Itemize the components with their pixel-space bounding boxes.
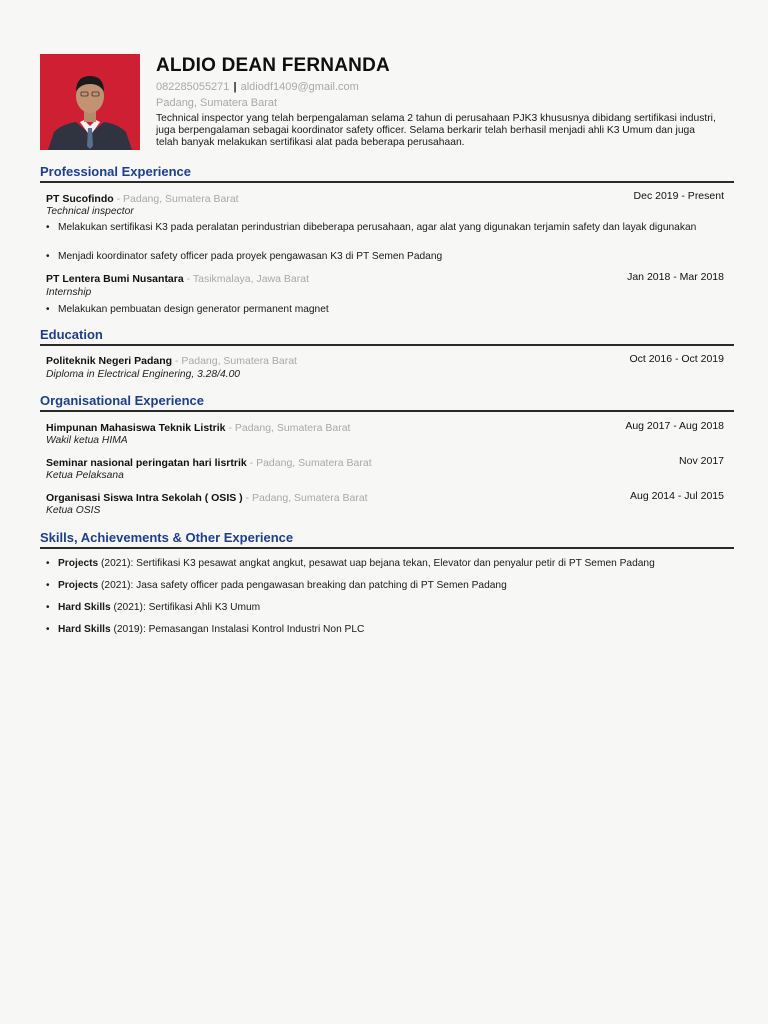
bullet-icon: • (46, 251, 50, 262)
org-separator: - (172, 355, 182, 367)
entry-role: Internship (46, 287, 92, 298)
bullet-icon: • (46, 304, 50, 315)
org-name: Organisasi Siswa Intra Sekolah ( OSIS ) (46, 492, 243, 504)
list-item (46, 601, 716, 614)
skill-label: Projects (58, 558, 99, 569)
entry-date: Aug 2017 - Aug 2018 (625, 420, 724, 432)
bullet-icon: • (46, 624, 50, 635)
entry-date: Aug 2014 - Jul 2015 (630, 490, 724, 502)
candidate-name: ALDIO DEAN FERNANDA (156, 55, 390, 76)
phone-number[interactable]: 082285055271 (156, 81, 230, 93)
org-separator: - (225, 422, 235, 434)
list-item (46, 557, 716, 570)
org-location: Padang, Sumatera Barat (181, 355, 297, 367)
entry-role: Wakil ketua HIMA (46, 435, 128, 446)
list-item (46, 623, 716, 636)
entry-role: Diploma in Electrical Enginering, 3.28/4.00 (46, 369, 241, 380)
organisation-entry-hima (46, 422, 350, 434)
section-divider (40, 181, 734, 183)
entry-date: Nov 2017 (679, 455, 724, 467)
contact-line (156, 81, 359, 93)
entry-date: Oct 2016 - Oct 2019 (629, 353, 724, 365)
list-item: • Melakukan pembuatan design generator permanent magnet (46, 304, 329, 315)
bullet-icon: • (46, 558, 50, 569)
skill-text: Jasa safety officer pada pengawasan breaking dan patching di PT Semen Padang (136, 580, 507, 591)
person-portrait-icon (40, 54, 140, 150)
organisation-entry-seminar (46, 457, 372, 469)
list-item (46, 579, 716, 592)
entry-role: Technical inspector (46, 206, 134, 217)
skill-text: Pemasangan Instalasi Kontrol Industri Non PLC (148, 624, 365, 635)
skill-year: (2021): (110, 602, 149, 613)
section-title-education: Education (40, 327, 103, 342)
section-title-professional: Professional Experience (40, 164, 192, 179)
entry-date: Jan 2018 - Mar 2018 (627, 271, 724, 283)
section-title-skills: Skills, Achievements & Other Experience (40, 530, 294, 545)
org-location: Tasikmalaya, Jawa Barat (192, 273, 309, 285)
org-name: PT Sucofindo (46, 193, 114, 205)
skill-year: (2021): (98, 558, 137, 569)
section-title-organisational: Organisational Experience (40, 393, 205, 408)
skill-label: Hard Skills (58, 602, 111, 613)
org-name: Politeknik Negeri Padang (46, 355, 173, 367)
education-entry (46, 355, 297, 367)
org-location: Padang, Sumatera Barat (252, 492, 368, 504)
skill-label: Projects (58, 580, 99, 591)
org-name: PT Lentera Bumi Nusantara (46, 273, 184, 285)
bullet-icon: • (46, 602, 50, 613)
contact-separator: | (233, 81, 237, 93)
skill-text: Sertifikasi Ahli K3 Umum (148, 602, 261, 613)
skill-year: (2019): (110, 624, 149, 635)
section-divider (40, 410, 734, 412)
skill-year: (2021): (98, 580, 137, 591)
org-name: Himpunan Mahasiswa Teknik Listrik (46, 422, 226, 434)
entry-role: Ketua OSIS (46, 505, 101, 516)
org-separator: - (183, 273, 193, 285)
org-location: Padang, Sumatera Barat (256, 457, 372, 469)
bullet-icon: • (46, 580, 50, 591)
org-separator: - (113, 193, 124, 205)
entry-role: Ketua Pelaksana (46, 470, 124, 481)
candidate-location: Padang, Sumatera Barat (156, 97, 278, 109)
org-location: Padang, Sumatera Barat (123, 193, 239, 205)
experience-entry-lentera (46, 273, 309, 285)
profile-photo (40, 54, 140, 150)
list-item: • Melakukan sertifikasi K3 pada peralatan perindustrian dibeberapa perusahaan, agar alat yang digunakan terjamin safety dan layak digunakan (46, 222, 697, 233)
section-divider (40, 344, 734, 346)
bullet-icon: • (46, 222, 50, 233)
experience-entry-sucofindo (46, 193, 239, 205)
section-divider (40, 547, 734, 549)
email-link[interactable]: aldiodf1409@gmail.com (240, 81, 359, 93)
entry-date: Dec 2019 - Present (633, 190, 724, 202)
org-separator: - (246, 457, 257, 469)
profile-summary: Technical inspector yang telah berpengalaman selama 2 tahun di perusahaan PJK3 khususnya dibidang sertifikasi industri, juga berpengalaman sebagai koordinator safety officer. Selama berkarir telah berhasil menjadi ahli K3 Umum dan juga telah banyak melakukan sertifikasi alat pada beberapa perusahaan. (156, 113, 716, 148)
org-location: Padang, Sumatera Barat (234, 422, 351, 434)
skill-text: Sertifikasi K3 pesawat angkat angkut, pesawat uap bejana tekan, Elevator dan penyalur petir di PT Semen Padang (136, 558, 655, 569)
skill-label: Hard Skills (58, 624, 111, 635)
organisation-entry-osis (46, 492, 368, 504)
org-separator: - (242, 492, 252, 504)
list-item: • Menjadi koordinator safety officer pada proyek pengawasan K3 di PT Semen Padang (46, 251, 443, 262)
org-name: Seminar nasional peringatan hari lisrtrik (46, 457, 247, 469)
